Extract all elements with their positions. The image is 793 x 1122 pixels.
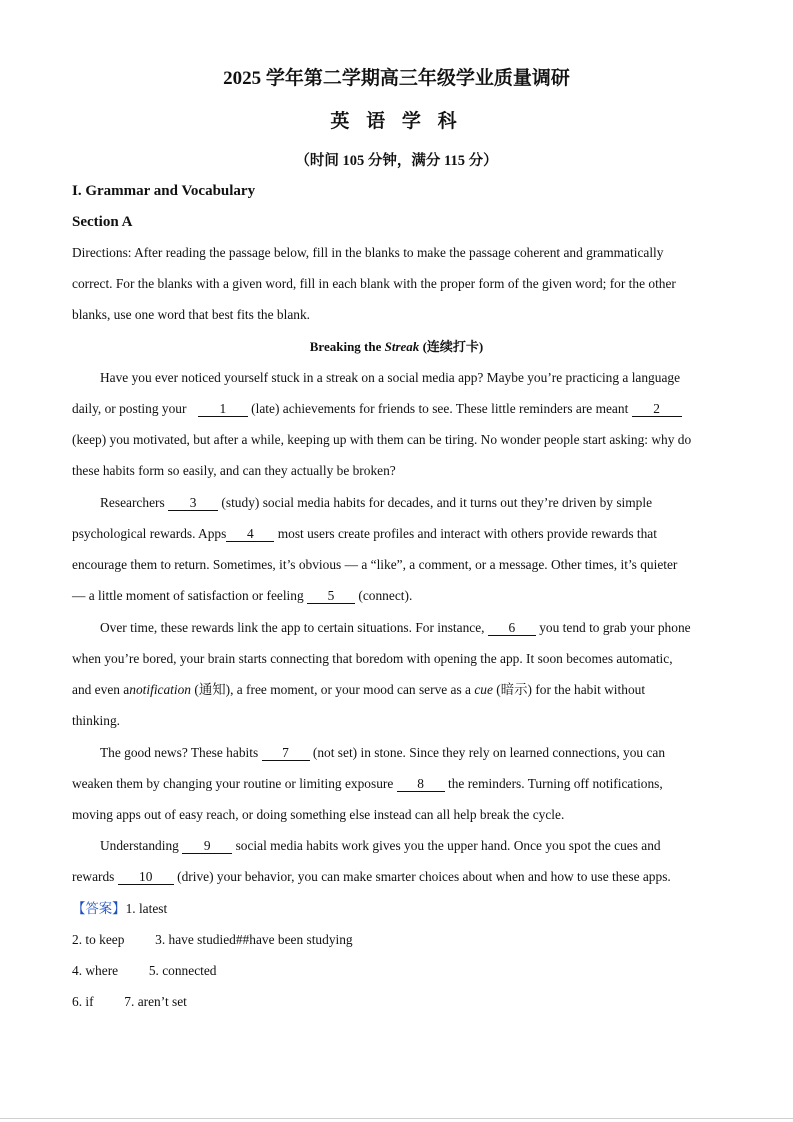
passage-line: thinking. <box>72 713 120 728</box>
directions-line: correct. For the blanks with a given word, fill in each blank with the proper form of the given word; for the other <box>72 276 676 291</box>
passage-line: Researchers 3 (study) social media habits for decades, and it turns out they’re driven by simple <box>100 495 653 510</box>
answer-item: 4. where <box>72 963 119 978</box>
directions-line: Directions: After reading the passage below, fill in the blanks to make the passage coherent and grammatically <box>72 245 664 260</box>
subject-title: 英 语 学 科 <box>330 111 463 132</box>
passage-line: (keep) you motivated, but after a while, keeping up with them can be tiring. No wonder people start asking: why do <box>72 432 692 447</box>
passage-line: and even anotification (通知), a free moment, or your mood can serve as a cue (暗示) for the habit without <box>72 682 646 697</box>
passage-line: Over time, these rewards link the app to certain situations. For instance, 6 you tend to grab your phone <box>100 620 691 635</box>
passage-line: rewards 10 (drive) your behavior, you can make smarter choices about when and how to use these apps. <box>72 869 671 884</box>
italic-term: notification <box>129 682 192 697</box>
answer-blank[interactable]: 2 <box>632 401 682 417</box>
answer-item: 6. if <box>72 994 94 1009</box>
passage-line: Have you ever noticed yourself stuck in a streak on a social media app? Maybe you’re practicing a language <box>100 370 681 385</box>
passage-line: weaken them by changing your routine or limiting exposure 8 the reminders. Turning off notifications, <box>72 776 663 791</box>
answer-blank[interactable]: 9 <box>182 838 232 854</box>
passage-line: psychological rewards. Apps 4 most users create profiles and interact with others provide rewards that <box>72 526 657 541</box>
passage-line: — a little moment of satisfaction or feeling 5 (connect). <box>72 588 413 603</box>
passage-title-italic: Streak <box>384 339 420 354</box>
answer-item: 5. connected <box>148 963 217 978</box>
answer-blank[interactable]: 6 <box>488 620 536 636</box>
italic-term: cue <box>474 682 493 697</box>
answer-blank[interactable]: 5 <box>307 588 355 604</box>
answer-blank[interactable]: 3 <box>168 495 218 511</box>
answer-item: 3. have studied##have been studying <box>155 932 353 947</box>
answer-blank[interactable]: 1 <box>198 401 248 417</box>
answer-line <box>72 931 732 949</box>
passage-line: when you’re bored, your brain starts connecting that boredom with opening the app. It soon becomes automatic, <box>72 651 673 666</box>
passage-line: Understanding 9 social media habits work gives you the upper hand. Once you spot the cues and <box>100 838 661 853</box>
passage-title: Breaking the Streak (连续打卡) <box>309 339 484 354</box>
passage-line: The good news? These habits 7 (not set) in stone. Since they rely on learned connections, you can <box>100 745 666 760</box>
passage-line: moving apps out of easy reach, or doing something else instead can all help break the cycle. <box>72 807 565 822</box>
passage-line: daily, or posting your 1 (late) achievements for friends to see. These little reminders are meant 2 <box>72 400 732 418</box>
answer-item: 1. latest <box>125 901 168 916</box>
answer-blank[interactable]: 8 <box>397 776 445 792</box>
answer-blank[interactable]: 7 <box>262 745 310 761</box>
time-info: （时间 105 分钟，满分 115 分） <box>295 153 498 169</box>
answer-line <box>72 900 732 918</box>
passage-line: these habits form so easily, and can they actually be broken? <box>72 463 396 478</box>
section-title: Section A <box>72 214 133 230</box>
answer-blank[interactable]: 4 <box>226 526 274 542</box>
exam-title: 2025 学年第二学期高三年级学业质量调研 <box>223 68 570 89</box>
answer-item: 7. aren’t set <box>124 994 187 1009</box>
page-divider <box>0 1118 793 1119</box>
directions-line: blanks, use one word that best fits the blank. <box>72 307 311 322</box>
answer-blank[interactable]: 10 <box>118 869 174 885</box>
answer-item: 2. to keep <box>72 932 125 947</box>
part-title: I. Grammar and Vocabulary <box>72 183 256 199</box>
answer-line <box>72 993 732 1011</box>
answer-tag: 【答案】 <box>72 901 126 916</box>
answer-line <box>72 962 732 980</box>
passage-line: encourage them to return. Sometimes, it’s obvious — a “like”, a comment, or a message. Other times, it’s quieter <box>72 557 678 572</box>
